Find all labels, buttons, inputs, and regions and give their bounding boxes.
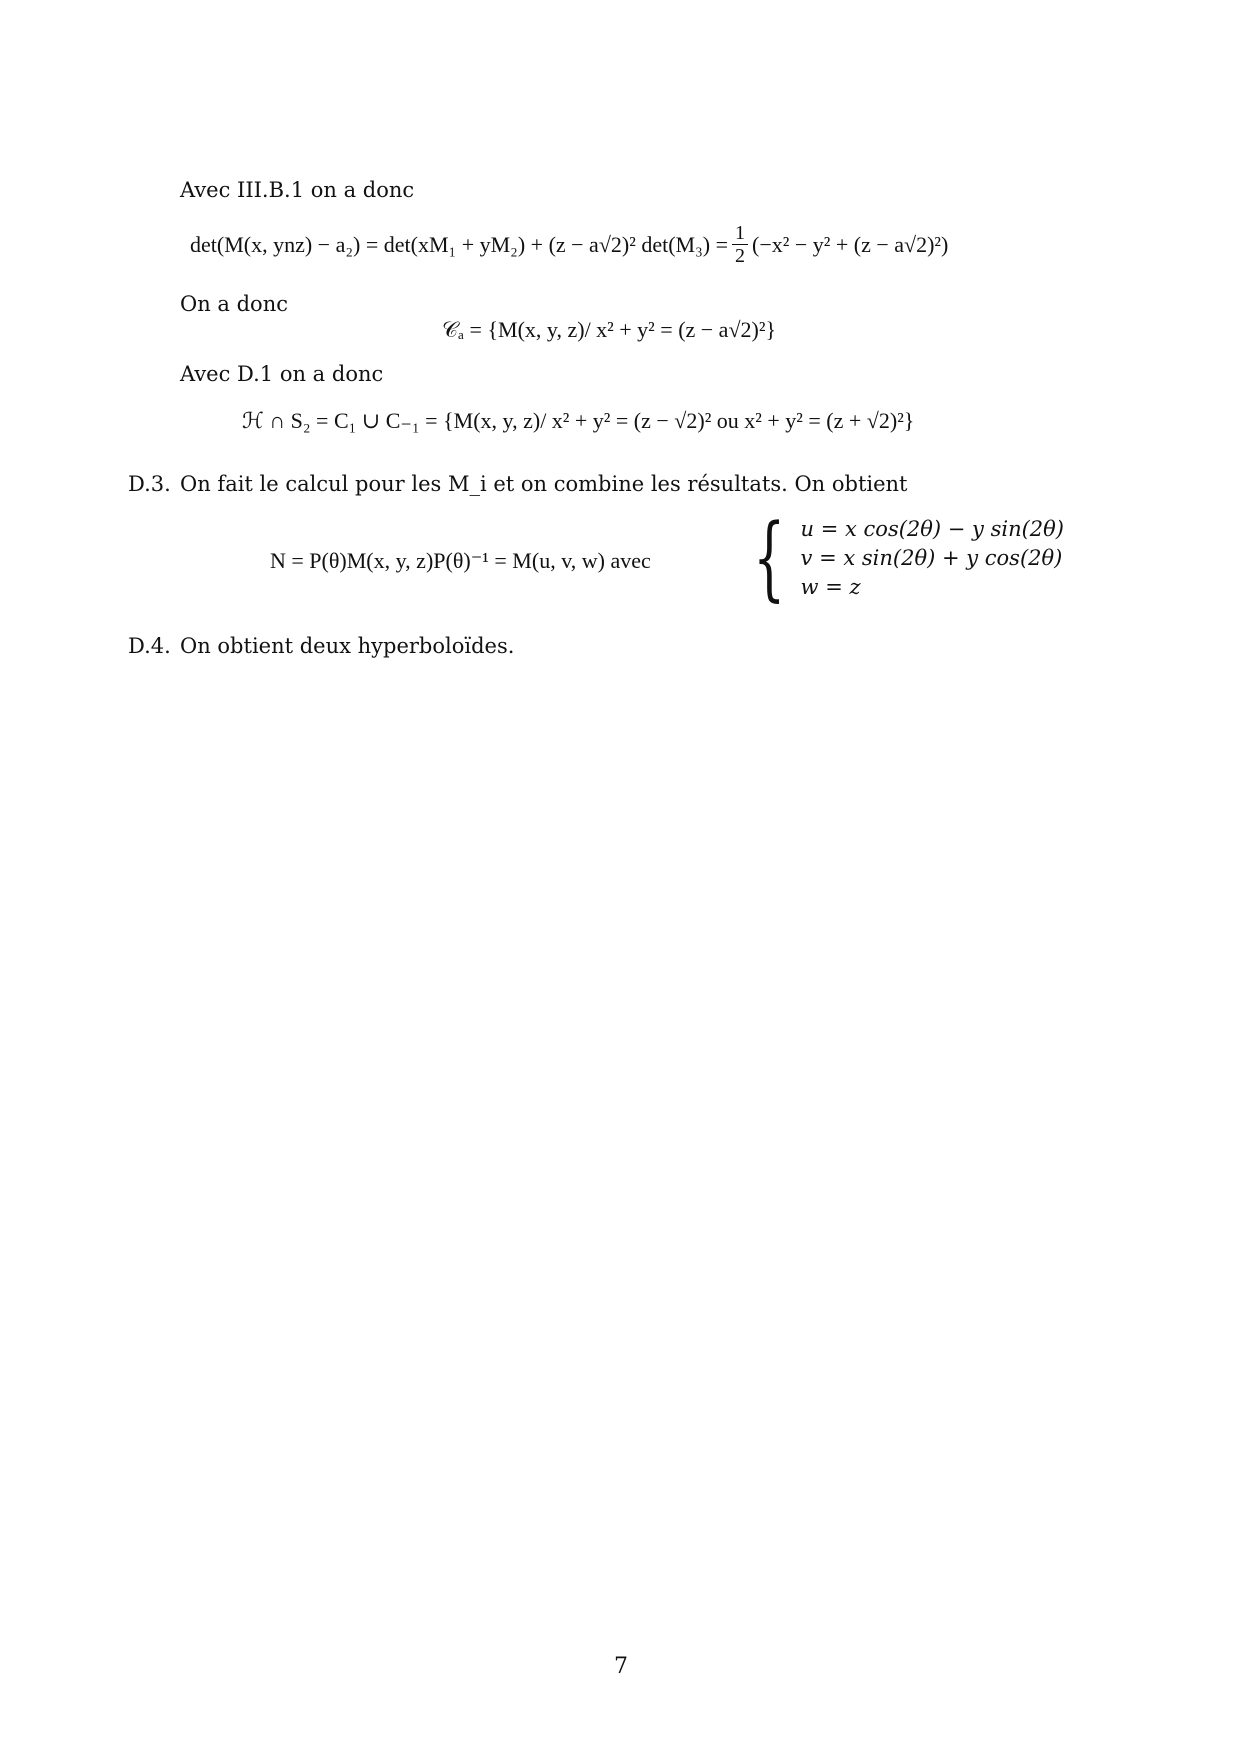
equation-determinant-left: det(M(x, ynz) − a₂) = det(xM₁ + yM₂) + (z − a√2)² det(M₃) = [190, 231, 728, 257]
equation-determinant-right: (−x² − y² + (z − a√2)²) [752, 231, 949, 257]
paragraph-avec-iii-b1: Avec III.B.1 on a donc [180, 178, 415, 202]
item-label-d4: D.4. [128, 634, 171, 658]
system-line-v: v = x sin(2θ) + y cos(2θ) [800, 545, 1063, 570]
equation-conjugation: N = P(θ)M(x, y, z)P(θ)⁻¹ = M(u, v, w) avec [270, 548, 651, 573]
system-line-w: w = z [800, 574, 861, 599]
left-brace-icon: { [753, 504, 786, 611]
page-number: 7 [614, 1654, 628, 1679]
paragraph-on-a-donc: On a donc [180, 292, 288, 316]
fraction-denominator: 2 [732, 244, 748, 267]
fraction-numerator: 1 [735, 222, 745, 244]
equation-system-lines [801, 515, 1064, 602]
paragraph-avec-d1: Avec D.1 on a donc [180, 362, 384, 386]
item-label-d3: D.3. [128, 472, 171, 496]
system-line-u: u = x cos(2θ) − y sin(2θ) [800, 516, 1065, 541]
equation-cone-ca: 𝒞ₐ = {M(x, y, z)/ x² + y² = (z − a√2)²} [442, 317, 777, 342]
item-text-d4: On obtient deux hyperboloïdes. [180, 634, 515, 658]
equation-system [740, 504, 1065, 611]
equation-intersection: ℋ ∩ S₂ = C₁ ∪ C₋₁ = {M(x, y, z)/ x² + y² = (z − √2)² ou x² + y² = (z + √2)²} [242, 408, 915, 433]
fraction-one-half [732, 222, 748, 267]
equation-determinant [190, 222, 948, 267]
item-text-d3: On fait le calcul pour les M_i et on combine les résultats. On obtient [180, 472, 908, 496]
